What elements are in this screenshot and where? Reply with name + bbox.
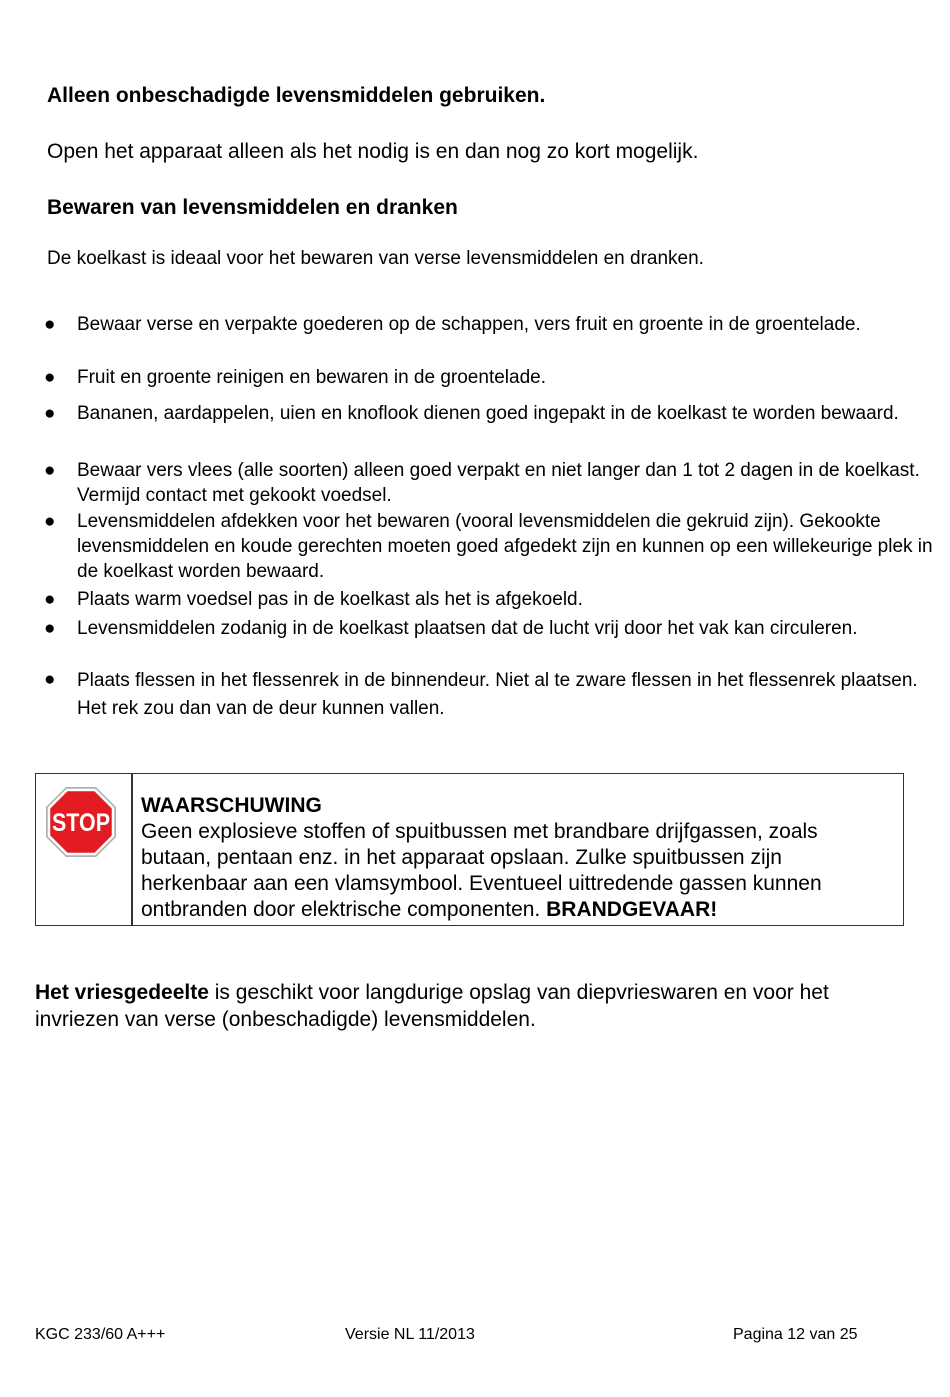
- footer-model: KGC 233/60 A+++: [35, 1326, 166, 1343]
- stop-sign-text: STOP: [52, 809, 110, 837]
- warning-box: [35, 773, 904, 926]
- bullet-icon: ●: [44, 618, 56, 639]
- section-intro: De koelkast is ideaal voor het bewaren van verse levensmiddelen en dranken.: [47, 248, 704, 269]
- freezer-paragraph: [35, 979, 915, 1033]
- stop-sign-icon: [45, 786, 117, 858]
- freezer-text: is geschikt voor langdurige opslag van diepvrieswaren en voor het invriezen van verse (onbeschadigde) levensmiddelen.: [35, 981, 829, 1031]
- warning-title: WAARSCHUWING: [141, 794, 322, 817]
- warning-emphasis: BRANDGEVAAR!: [546, 898, 718, 921]
- intro-line: Open het apparaat alleen als het nodig is en dan nog zo kort mogelijk.: [47, 140, 699, 163]
- bullet-icon: ●: [44, 511, 56, 532]
- bullet-icon: ●: [44, 314, 56, 335]
- warning-text: [141, 793, 891, 923]
- bullet-icon: ●: [44, 460, 56, 481]
- warning-body: Geen explosieve stoffen of spuitbussen met brandbare drijfgassen, zoals butaan, pentaan enz. in het apparaat opslaan. Zulke spuitbussen zijn herkenbaar aan een vlamsymbool. Eventueel uittredende gassen kunnen ontbranden door elektrische componenten.: [141, 820, 822, 921]
- section-heading: Bewaren van levensmiddelen en dranken: [47, 196, 458, 219]
- bullet-icon: ●: [44, 669, 56, 690]
- bullet-icon: ●: [44, 589, 56, 610]
- bullet-icon: ●: [44, 367, 56, 388]
- footer-version: Versie NL 11/2013: [345, 1326, 475, 1343]
- bullet-icon: ●: [44, 403, 56, 424]
- freezer-bold: Het vriesgedeelte: [35, 981, 209, 1004]
- intro-line-bold: Alleen onbeschadigde levensmiddelen gebruiken.: [47, 84, 546, 107]
- warning-divider: [131, 774, 133, 925]
- footer-page-number: Pagina 12 van 25: [733, 1326, 858, 1343]
